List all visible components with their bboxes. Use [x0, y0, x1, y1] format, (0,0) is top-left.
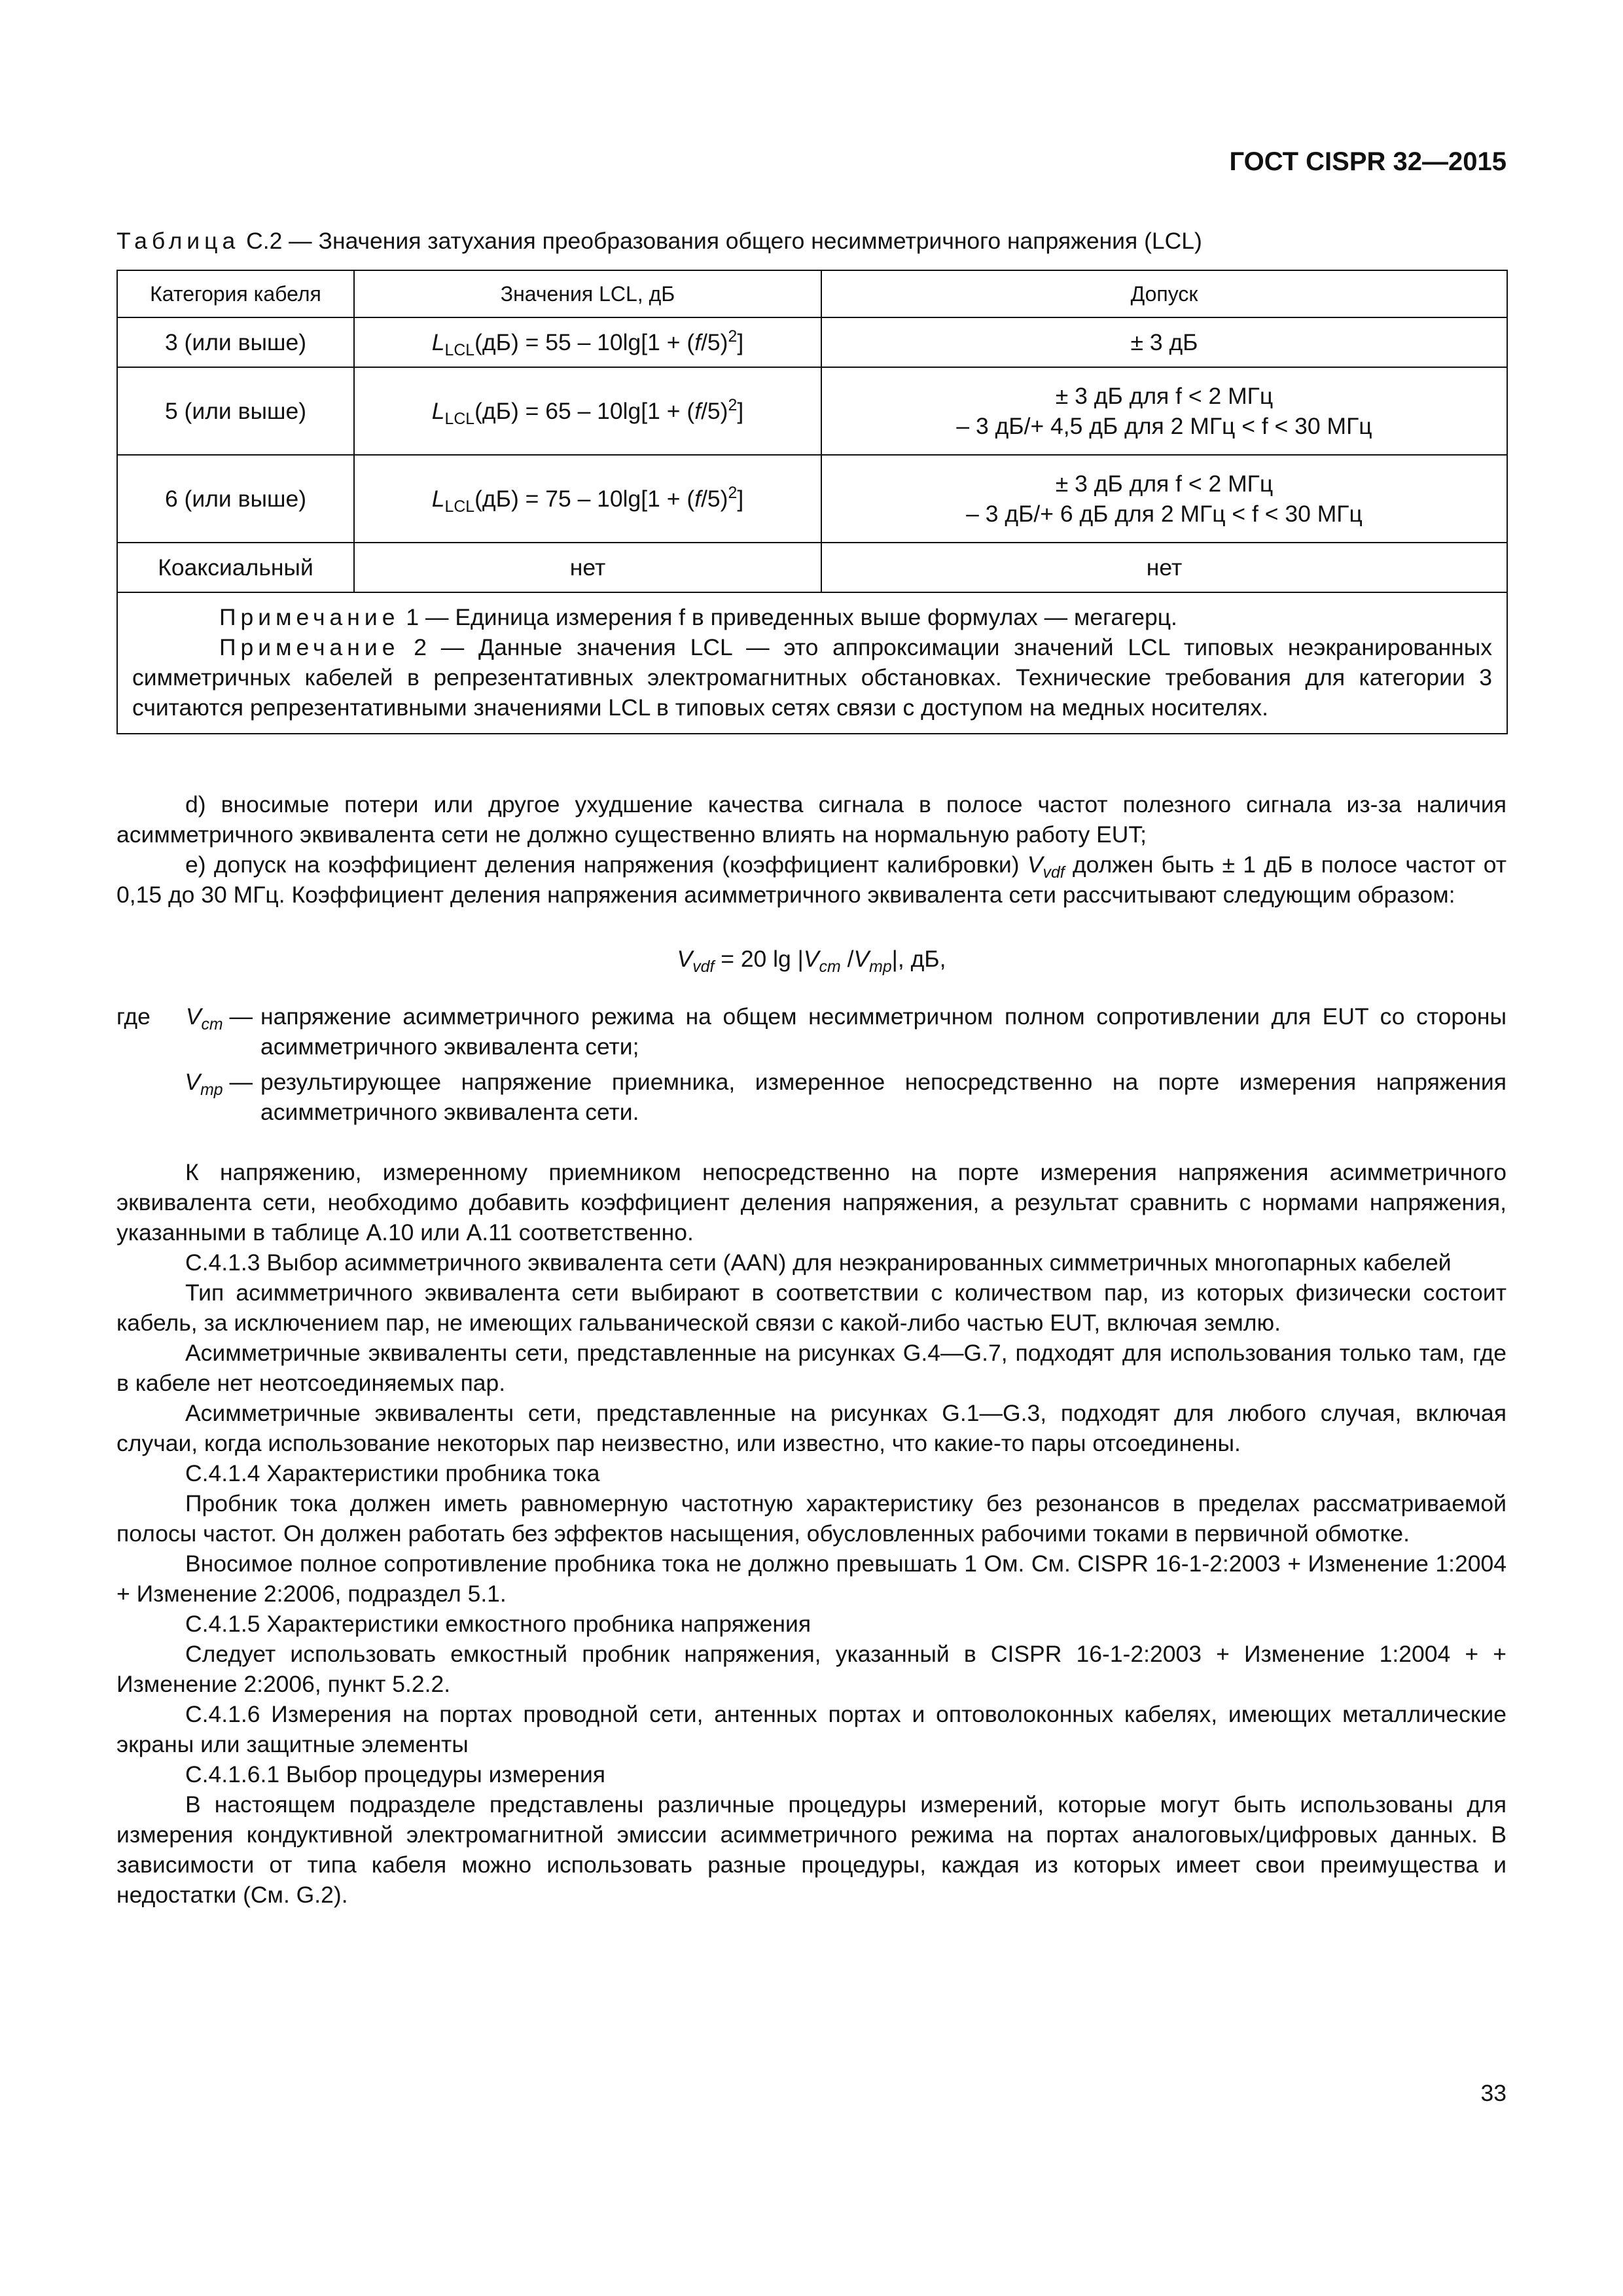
section-heading: С.4.1.6 Измерения на портах проводной сети, антенных портах и оптоволоконных кабелях, имеющих металлические экраны или защитные элементы	[116, 1701, 1507, 1757]
paragraph: Пробник тока должен иметь равномерную частотную характеристику без резонансов в пределах рассматриваемой полосы частот. Он должен работать без эффектов насыщения, обусловленных рабочими токами в первичной обмотке.	[116, 1490, 1507, 1547]
table-row	[117, 367, 1507, 455]
table-caption	[116, 226, 1507, 256]
section-heading: С.4.1.4 Характеристики пробника тока	[185, 1460, 600, 1486]
cell-category: Коаксиальный	[117, 543, 354, 592]
cell-tolerance: ± 3 дБ для f < 2 МГц – 3 дБ/+ 4,5 дБ для 2 МГц < f < 30 МГц	[821, 367, 1507, 455]
paragraph-d: d) вносимые потери или другое ухудшение качества сигнала в полосе частот полезного сигнала из-за наличия асимметричного эквивалента сети не должно существенно влиять на нормальную работу EUT;	[116, 791, 1507, 848]
cell-formula: $L_{LCL}(дБ) = 55 - 10\lg[1 + (f/5)^2]$	[354, 317, 821, 367]
col-header-lcl: Значения LCL, дБ	[354, 270, 821, 317]
cell-tolerance: нет	[821, 543, 1507, 592]
paragraph-e: e) допуск на коэффициент деления напряжения (коэффициент калибровки) $V_{vdf}$ должен быть ± 1 дБ в полосе частот от 0,15 до 30 МГц. Коэффициент деления напряжения асимметричного эквивалента сети рассчитывают следующим образом:	[116, 852, 1507, 908]
paragraph: Вносимое полное сопротивление пробника тока не должно превышать 1 Ом. См. CISPR 16-1-2:2003 + Изменение 1:2004 + Изменение 2:2006, подраздел 5.1.	[116, 1551, 1507, 1607]
cell-value: нет	[354, 543, 821, 592]
paragraph: Асимметричные эквиваленты сети, представленные на рисунках G.1—G.3, подходят для любого случая, включая случаи, когда использование некоторых пар неизвестно, или известно, что какие-то пары отсоединены.	[116, 1400, 1507, 1456]
paragraph: К напряжению, измеренному приемником непосредственно на порте измерения напряжения асимметричного эквивалента сети, необходимо добавить коэффициент деления напряжения, а результат сравнить с нормами напряжения, указанными в таблице А.10 или А.11 соответственно.	[116, 1159, 1507, 1246]
cell-category: 3 (или выше)	[117, 317, 354, 367]
paragraph: Асимметричные эквиваленты сети, представленные на рисунках G.4—G.7, подходят для использования только там, где в кабеле нет неотсоединяемых пар.	[116, 1340, 1507, 1396]
table-notes-row	[117, 592, 1507, 734]
paragraph: Тип асимметричного эквивалента сети выбирают в соответствии с количеством пар, из которых физически состоит кабель, за исключением пар, не имеющих гальванической связи с какой-либо частью EUT, включая землю.	[116, 1280, 1507, 1336]
definition-vmp	[116, 1067, 1507, 1127]
paragraph: Следует использовать емкостный пробник напряжения, указанный в CISPR 16-1-2:2003 + Изменение 1:2004 + + Изменение 2:2006, пункт 5.2.2.	[116, 1641, 1507, 1697]
definition-symbol: $V_{cm}$ —	[185, 1003, 253, 1034]
cell-category: 6 (или выше)	[117, 455, 354, 543]
section-heading: С.4.1.6.1 Выбор процедуры измерения	[185, 1761, 605, 1787]
col-header-tolerance: Допуск	[821, 270, 1507, 317]
table-caption-label: Таблица	[116, 228, 240, 254]
table-note-1: Примечание 1 — Единица измерения f в приведенных выше формулах — мегагерц.	[219, 604, 1177, 630]
definition-text: напряжение асимметричного режима на общем несимметричном полном сопротивлении для EUT со стороны асимметричного эквивалента сети;	[260, 1003, 1507, 1060]
section-heading: С.4.1.3 Выбор асимметричного эквивалента сети (AAN) для неэкранированных симметричных многопарных кабелей	[185, 1249, 1452, 1276]
page-number: 33	[1480, 2080, 1507, 2106]
col-header-category: Категория кабеля	[117, 270, 354, 317]
table-row	[117, 543, 1507, 592]
definition-text: результирующее напряжение приемника, измеренное непосредственно на порте измерения напряжения асимметричного эквивалента сети.	[260, 1069, 1507, 1125]
document-body	[116, 789, 1507, 1910]
table-notes	[117, 592, 1507, 734]
table-row	[117, 455, 1507, 543]
table-header-row	[117, 270, 1507, 317]
cell-formula: $L_{LCL}(дБ) = 65 - 10\lg[1 + (f/5)^2]$	[354, 367, 821, 455]
where-label: где	[116, 1003, 151, 1030]
section-heading: С.4.1.5 Характеристики емкостного пробника напряжения	[185, 1611, 812, 1637]
cell-tolerance: ± 3 дБ	[821, 317, 1507, 367]
vdf-formula: $V_{vdf} = 20$ $\lg |V_{cm}$ $/V_{mp}|$, дБ,	[677, 946, 946, 977]
table-note-2: Примечание 2 — Данные значения LCL — это аппроксимации значений LCL типовых неэкранированных симметричных кабелей в репрезентативных электромагнитных обстановках. Технические требования для категории 3 считаются репрезентативными значениями LCL в типовых сетях связи с доступом на медных носителях.	[132, 634, 1492, 721]
definition-symbol: $V_{mp}$ —	[185, 1069, 253, 1100]
table-row	[117, 317, 1507, 367]
cell-tolerance: ± 3 дБ для f < 2 МГц – 3 дБ/+ 6 дБ для 2 МГц < f < 30 МГц	[821, 455, 1507, 543]
lcl-table	[116, 270, 1508, 734]
definition-vcm	[116, 1001, 1507, 1062]
paragraph: В настоящем подразделе представлены различные процедуры измерений, которые могут быть использованы для измерения кондуктивной электромагнитной эмиссии асимметричного режима на портах аналоговых/цифровых данных. В зависимости от типа кабеля можно использовать разные процедуры, каждая из которых имеет свои преимущества и недостатки (См. G.2).	[116, 1791, 1507, 1908]
cell-formula: $L_{LCL}(дБ) = 75 - 10\lg[1 + (f/5)^2]$	[354, 455, 821, 543]
cell-category: 5 (или выше)	[117, 367, 354, 455]
standard-header: ГОСТ CISPR 32—2015	[1229, 147, 1507, 176]
table-caption-text: С.2 — Значения затухания преобразования общего несимметричного напряжения (LCL)	[240, 228, 1202, 254]
